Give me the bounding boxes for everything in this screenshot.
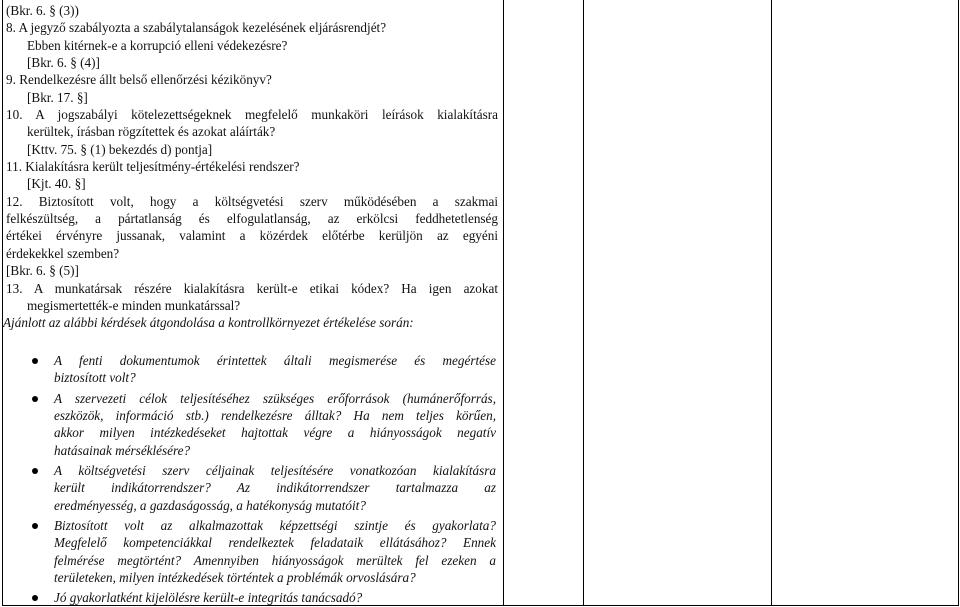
bullet-icon [32, 358, 38, 364]
text-line: területeken, milyen intézkedések történtek a problémák orvoslására? [54, 570, 416, 586]
intro-text: Ajánlott az alábbi kérdések átgondolása a kontrollkörnyezet értékelése során: [3, 315, 414, 331]
text-line: eszközök, információ stb.) rendelkezésre álltak? Ha nem teljes körűen, [54, 408, 496, 424]
text-line: Jó gyakorlatként kijelölésre került-e integritás tanácsadó? [54, 590, 363, 606]
text-line: Ebben kitérnek-e a korrupció elleni védekezésre? [27, 37, 288, 53]
text-line: eredményesség, a gazdaságosság, a hatékonyság mutatóit? [54, 497, 366, 513]
text-line: biztosított volt? [54, 370, 136, 386]
text-line: 13. A munkatársak részére kialakításra került-e etikai kódex? Ha igen azokat [6, 280, 498, 296]
text-line: megismertették-e minden munkatárssal? [27, 297, 241, 313]
text-line: [Bkr. 6. § (5)] [6, 263, 79, 279]
text-line: (Bkr. 6. § (3)) [6, 3, 79, 18]
text-line: [Bkr. 6. § (4)] [27, 55, 100, 71]
text-line: 8. A jegyző szabályozta a szabálytalanságok kezelésének eljárásrendjét? [6, 20, 387, 36]
list-item [28, 352, 496, 387]
text-line: A szervezeti célok teljesítéséhez szükséges erőforrások (humánerőforrás, [54, 390, 496, 406]
text-line: 12. Biztosított volt, hogy a költségvetési szerv működésében a szakmai [6, 193, 498, 209]
column-divider [503, 0, 504, 606]
text-line: [Bkr. 17. §] [27, 89, 88, 105]
bullet-icon [32, 396, 38, 402]
text-line: A fenti dokumentumok érintettek általi megismerése és megértése [54, 353, 496, 368]
text-line: A költségvetési szerv céljainak teljesítésére vonatkozóan kialakításra [54, 463, 496, 479]
text-line: 9. Rendelkezésre állt belső ellenőrzési kézikönyv? [6, 72, 272, 88]
column-divider [958, 0, 959, 606]
text-line: hatásainak mérséklésére? [54, 442, 191, 458]
text-line: felkészültség, a pártatlanság és elfogulatlanság, az erkölcsi feddhetetlenség [6, 211, 498, 227]
text-line: Megfelelő kompetenciákkal rendelkeztek feladataik ellátásához? Ennek [54, 535, 496, 551]
bullet-list [28, 352, 496, 607]
list-item [28, 390, 496, 459]
text-line: akkor milyen intézkedéseket hajtottak végre a hiányosságok negatív [54, 425, 496, 441]
text-line: felmérése megtörtént? Amennyiben hiányosságok merültek fel ezeken a [54, 552, 496, 568]
column-divider [583, 0, 584, 606]
text-line: Biztosított volt az alkalmazottak képzettségi szintje és gyakorlata? [54, 518, 496, 534]
text-line: került indikátorrendszer? Az indikátorrendszer tartalmazza az [54, 480, 496, 496]
text-line: 11. Kialakításra került teljesítmény-értékelési rendszer? [6, 159, 300, 175]
list-item [28, 589, 496, 606]
question-cell [3, 2, 498, 332]
text-line: [Kttv. 75. § (1) bekezdés d) pontja] [27, 141, 213, 157]
list-item [28, 462, 496, 514]
text-line: értékei érvényre jussanak, valamint a közérdek előtérbe kerüljön az egyéni [6, 228, 498, 244]
text-line: kerültek, írásban rögzítettek és azokat aláírták? [27, 124, 276, 140]
list-item [28, 517, 496, 586]
text-line: [Kjt. 40. §] [27, 176, 86, 192]
text-line: 10. A jogszabályi kötelezettségeknek megfelelő munkaköri leírások kialakításra [6, 107, 498, 123]
column-divider [771, 0, 772, 606]
text-line: érdekekkel szemben? [6, 245, 120, 261]
